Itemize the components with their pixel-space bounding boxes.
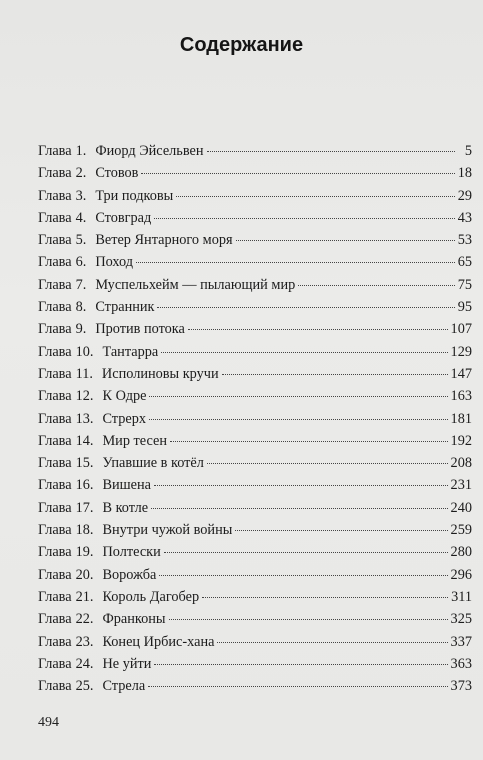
chapter-number: 13. bbox=[75, 410, 94, 427]
chapter-number: 4. bbox=[75, 209, 87, 226]
dot-leader bbox=[151, 508, 447, 509]
toc-entry bbox=[38, 653, 472, 675]
chapter-word: Глава bbox=[38, 588, 72, 605]
dot-leader bbox=[157, 307, 454, 308]
dot-leader bbox=[149, 396, 447, 397]
chapter-word: Глава bbox=[38, 544, 72, 561]
chapter-word: Глава bbox=[38, 299, 72, 316]
chapter-page: 29 bbox=[457, 187, 472, 204]
toc-entry bbox=[38, 497, 472, 519]
chapter-title: Стовград bbox=[95, 209, 152, 226]
chapter-number: 11. bbox=[75, 365, 93, 382]
dot-leader bbox=[154, 218, 454, 219]
toc-entry bbox=[38, 185, 472, 207]
chapter-title: Мир тесен bbox=[102, 432, 168, 449]
chapter-word: Глава bbox=[38, 410, 72, 427]
dot-leader bbox=[161, 352, 447, 353]
chapter-word: Глава bbox=[38, 633, 72, 650]
chapter-page: 373 bbox=[450, 678, 472, 695]
chapter-page: 337 bbox=[450, 633, 472, 650]
chapter-number: 23. bbox=[75, 633, 94, 650]
dot-leader bbox=[235, 530, 447, 531]
toc-entry bbox=[38, 608, 472, 630]
dot-leader bbox=[141, 173, 454, 174]
chapter-page: 363 bbox=[450, 655, 472, 672]
chapter-number: 15. bbox=[75, 455, 94, 472]
chapter-page: 296 bbox=[450, 566, 472, 583]
dot-leader bbox=[164, 552, 448, 553]
chapter-number: 12. bbox=[75, 388, 94, 405]
dot-leader bbox=[148, 686, 447, 687]
chapter-number: 3. bbox=[75, 187, 87, 204]
chapter-word: Глава bbox=[38, 209, 72, 226]
chapter-number: 22. bbox=[75, 611, 94, 628]
chapter-word: Глава bbox=[38, 321, 72, 338]
toc-entry bbox=[38, 452, 472, 474]
dot-leader bbox=[222, 374, 448, 375]
chapter-page: 231 bbox=[450, 477, 472, 494]
toc-entry bbox=[38, 296, 472, 318]
chapter-word: Глава bbox=[38, 477, 72, 494]
chapter-number: 10. bbox=[75, 343, 94, 360]
toc-entry bbox=[38, 586, 472, 608]
toc-entry bbox=[38, 519, 472, 541]
chapter-number: 16. bbox=[75, 477, 94, 494]
chapter-word: Глава bbox=[38, 655, 72, 672]
chapter-number: 14. bbox=[75, 432, 94, 449]
chapter-title: Полтески bbox=[102, 544, 161, 561]
chapter-title: Против потока bbox=[95, 321, 185, 338]
chapter-word: Глава bbox=[38, 276, 72, 293]
chapter-number: 25. bbox=[75, 678, 94, 695]
chapter-title: Ветер Янтарного моря bbox=[95, 232, 233, 249]
chapter-word: Глава bbox=[38, 143, 72, 159]
chapter-title: Ворожба bbox=[102, 566, 157, 583]
chapter-title: Странник bbox=[95, 299, 155, 316]
dot-leader bbox=[170, 441, 448, 442]
chapter-title: Стовов bbox=[95, 165, 139, 182]
toc-entry bbox=[38, 631, 472, 653]
chapter-number: 8. bbox=[75, 299, 87, 316]
dot-leader bbox=[217, 642, 447, 643]
dot-leader bbox=[298, 285, 454, 286]
chapter-title: Упавшие в котёл bbox=[102, 455, 204, 472]
chapter-page: 280 bbox=[450, 544, 472, 561]
chapter-page: 311 bbox=[451, 588, 472, 605]
chapter-word: Глава bbox=[38, 455, 72, 472]
chapter-number: 1. bbox=[75, 143, 87, 159]
dot-leader bbox=[207, 151, 456, 152]
page-title: Содержание bbox=[179, 34, 304, 56]
toc-entry bbox=[38, 430, 472, 452]
chapter-number: 7. bbox=[75, 276, 87, 293]
chapter-page: 181 bbox=[450, 410, 472, 427]
dot-leader bbox=[207, 463, 448, 464]
chapter-word: Глава bbox=[38, 499, 72, 516]
dot-leader bbox=[176, 196, 454, 197]
chapter-word: Глава bbox=[38, 365, 72, 382]
chapter-page: 147 bbox=[450, 365, 472, 382]
chapter-word: Глава bbox=[38, 566, 72, 583]
toc-entry bbox=[38, 675, 472, 697]
chapter-number: 9. bbox=[75, 321, 87, 338]
table-of-contents bbox=[38, 140, 472, 697]
chapter-page: 65 bbox=[457, 254, 472, 271]
chapter-word: Глава bbox=[38, 432, 72, 449]
chapter-number: 20. bbox=[75, 566, 94, 583]
chapter-page: 325 bbox=[450, 611, 472, 628]
dot-leader bbox=[136, 262, 455, 263]
chapter-number: 5. bbox=[75, 232, 87, 249]
toc-entry bbox=[38, 341, 472, 363]
dot-leader bbox=[154, 664, 447, 665]
chapter-page: 95 bbox=[457, 299, 472, 316]
chapter-page: 240 bbox=[450, 499, 472, 516]
toc-entry bbox=[38, 140, 472, 162]
chapter-title: Король Дагобер bbox=[102, 588, 200, 605]
chapter-number: 2. bbox=[75, 165, 87, 182]
chapter-title: Муспельхейм — пылающий мир bbox=[95, 276, 296, 293]
chapter-title: Не уйти bbox=[102, 655, 152, 672]
chapter-page: 208 bbox=[450, 455, 472, 472]
toc-entry bbox=[38, 229, 472, 251]
chapter-word: Глава bbox=[38, 254, 72, 271]
chapter-title: В котле bbox=[102, 499, 149, 516]
dot-leader bbox=[154, 485, 448, 486]
chapter-word: Глава bbox=[38, 165, 72, 182]
chapter-page: 5 bbox=[464, 143, 472, 159]
chapter-number: 17. bbox=[75, 499, 94, 516]
toc-entry bbox=[38, 207, 472, 229]
chapter-title: Поход bbox=[95, 254, 134, 271]
toc-entry bbox=[38, 162, 472, 184]
chapter-number: 24. bbox=[75, 655, 94, 672]
chapter-title: Фиорд Эйсельвен bbox=[95, 143, 204, 159]
toc-entry bbox=[38, 474, 472, 496]
dot-leader bbox=[159, 575, 447, 576]
chapter-word: Глава bbox=[38, 187, 72, 204]
chapter-page: 192 bbox=[450, 432, 472, 449]
toc-entry bbox=[38, 564, 472, 586]
chapter-word: Глава bbox=[38, 232, 72, 249]
chapter-page: 107 bbox=[450, 321, 472, 338]
chapter-word: Глава bbox=[38, 678, 72, 695]
toc-entry bbox=[38, 363, 472, 385]
chapter-page: 18 bbox=[457, 165, 472, 182]
dot-leader bbox=[169, 619, 448, 620]
chapter-word: Глава bbox=[38, 343, 72, 360]
chapter-title: Конец Ирбис-хана bbox=[102, 633, 215, 650]
chapter-page: 75 bbox=[457, 276, 472, 293]
chapter-word: Глава bbox=[38, 611, 72, 628]
toc-entry bbox=[38, 385, 472, 407]
dot-leader bbox=[202, 597, 448, 598]
toc-entry bbox=[38, 274, 472, 296]
chapter-title: Тантарра bbox=[102, 343, 159, 360]
dot-leader bbox=[236, 240, 455, 241]
chapter-number: 6. bbox=[75, 254, 87, 271]
chapter-title: Внутри чужой войны bbox=[102, 522, 233, 539]
chapter-page: 129 bbox=[450, 343, 472, 360]
chapter-title: Три подковы bbox=[95, 187, 174, 204]
chapter-title: Исполиновы кручи bbox=[101, 365, 219, 382]
chapter-title: Франконы bbox=[102, 611, 166, 628]
chapter-title: Стрела bbox=[102, 678, 146, 695]
chapter-page: 259 bbox=[450, 522, 472, 539]
dot-leader bbox=[149, 419, 448, 420]
chapter-word: Глава bbox=[38, 388, 72, 405]
chapter-number: 18. bbox=[75, 522, 94, 539]
toc-entry bbox=[38, 251, 472, 273]
chapter-title: Стрерх bbox=[102, 410, 147, 427]
dot-leader bbox=[188, 329, 448, 330]
toc-entry bbox=[38, 318, 472, 340]
toc-entry bbox=[38, 408, 472, 430]
chapter-word: Глава bbox=[38, 522, 72, 539]
chapter-title: К Одре bbox=[102, 388, 147, 405]
chapter-number: 19. bbox=[75, 544, 94, 561]
chapter-number: 21. bbox=[75, 588, 94, 605]
chapter-page: 163 bbox=[450, 388, 472, 405]
page-number: 494 bbox=[38, 715, 59, 730]
chapter-page: 43 bbox=[457, 209, 472, 226]
toc-entry bbox=[38, 541, 472, 563]
chapter-title: Вишена bbox=[102, 477, 151, 494]
chapter-page: 53 bbox=[457, 232, 472, 249]
